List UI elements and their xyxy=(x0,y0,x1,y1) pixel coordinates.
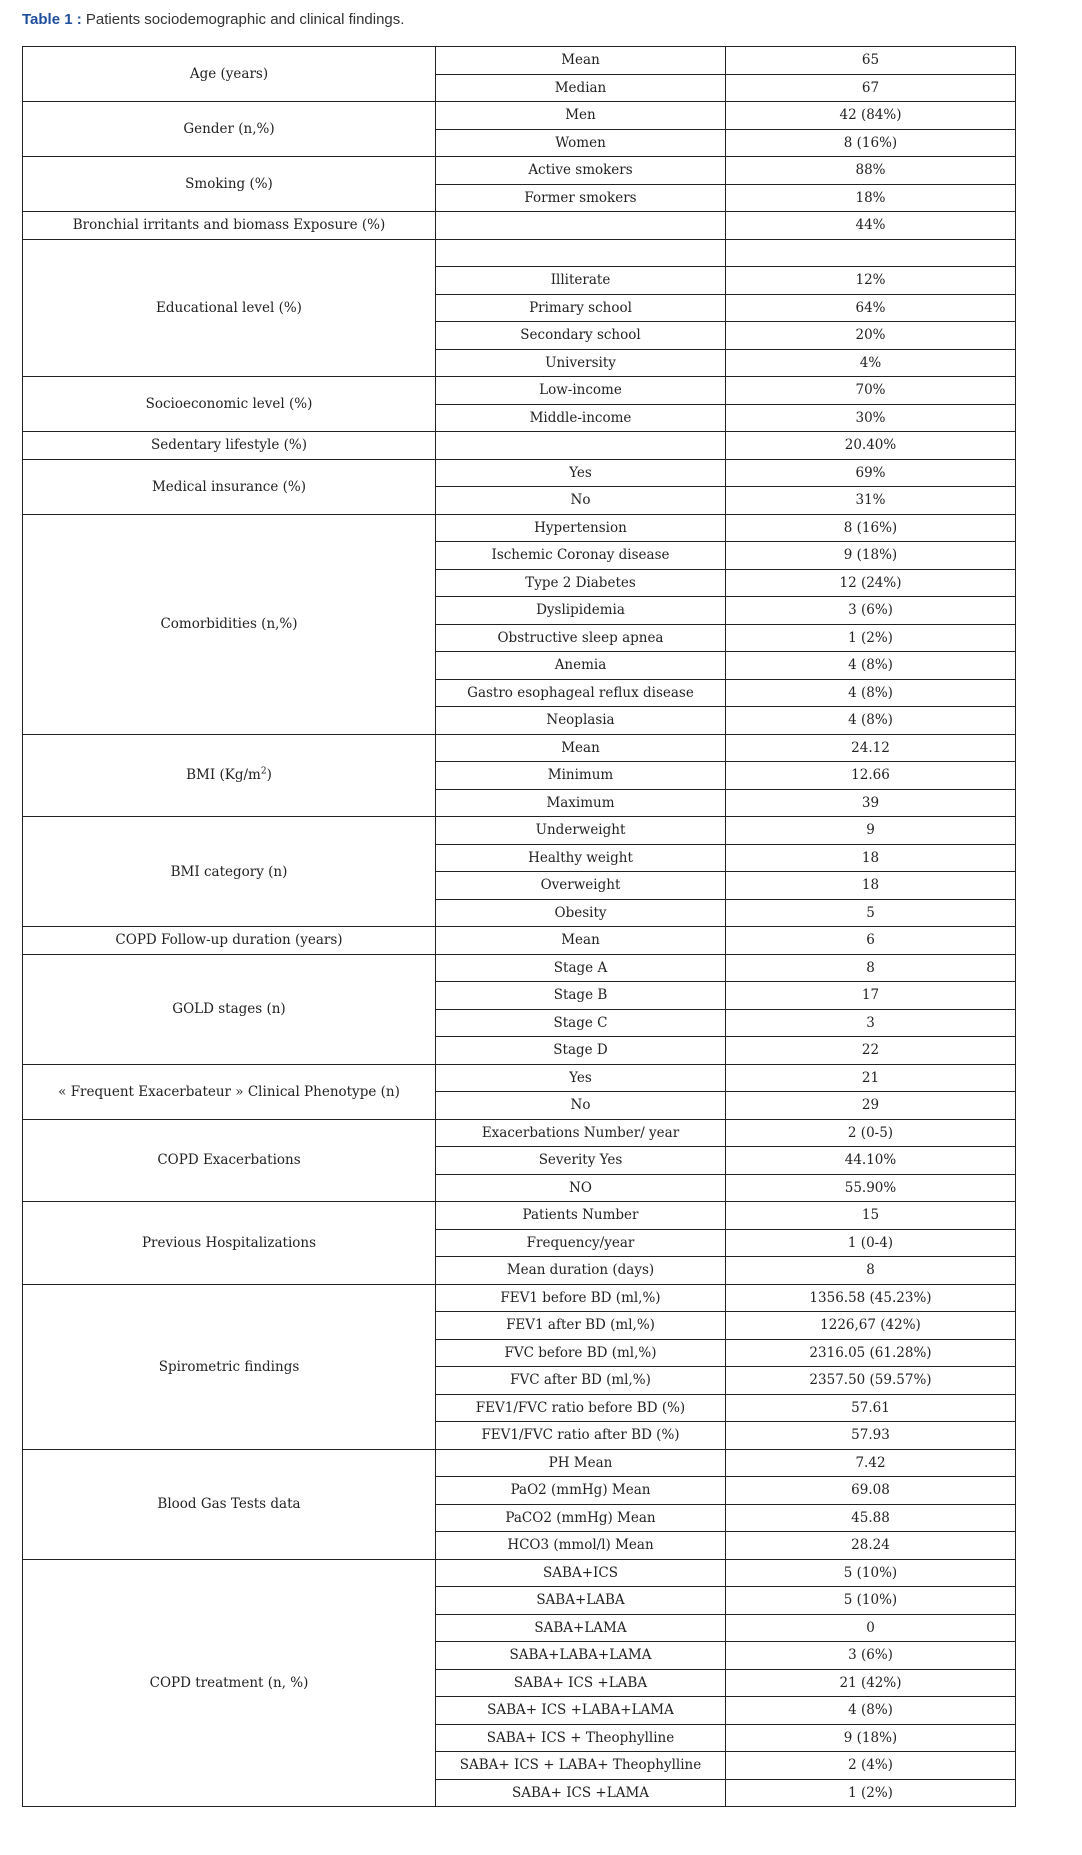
value-cell: 70% xyxy=(726,377,1016,405)
item-cell: Median xyxy=(436,74,726,102)
item-cell: PaO2 (mmHg) Mean xyxy=(436,1477,726,1505)
table-row xyxy=(23,954,1016,982)
table-row xyxy=(23,432,1016,460)
group-label-cell xyxy=(23,212,436,240)
item-cell: Maximum xyxy=(436,789,726,817)
group-label: « Frequent Exacerbateur » Clinical Phenotype (n) xyxy=(58,1083,400,1100)
group-label-cell xyxy=(23,47,436,102)
value-cell: 4 (8%) xyxy=(726,707,1016,735)
value-cell: 88% xyxy=(726,157,1016,185)
item-cell: Stage D xyxy=(436,1037,726,1065)
value-cell: 3 (6%) xyxy=(726,1642,1016,1670)
value-cell: 4 (8%) xyxy=(726,1697,1016,1725)
value-cell: 4% xyxy=(726,349,1016,377)
item-cell: FEV1 after BD (ml,%) xyxy=(436,1312,726,1340)
table-row xyxy=(23,1064,1016,1092)
value-cell: 69.08 xyxy=(726,1477,1016,1505)
item-cell: SABA+ ICS +LABA xyxy=(436,1669,726,1697)
table-row xyxy=(23,157,1016,185)
value-cell: 57.61 xyxy=(726,1394,1016,1422)
item-cell: SABA+ICS xyxy=(436,1559,726,1587)
item-cell: FEV1 before BD (ml,%) xyxy=(436,1284,726,1312)
group-label-cell xyxy=(23,239,436,377)
item-cell xyxy=(436,432,726,460)
group-label-cell xyxy=(23,734,436,817)
table-row xyxy=(23,1284,1016,1312)
item-cell: SABA+ ICS + LABA+ Theophylline xyxy=(436,1752,726,1780)
value-cell: 22 xyxy=(726,1037,1016,1065)
group-label: Spirometric findings xyxy=(158,1358,300,1375)
value-cell: 2 (4%) xyxy=(726,1752,1016,1780)
item-cell: Stage A xyxy=(436,954,726,982)
value-cell: 9 (18%) xyxy=(726,542,1016,570)
item-cell: Patients Number xyxy=(436,1202,726,1230)
value-cell: 31% xyxy=(726,487,1016,515)
table-row xyxy=(23,1202,1016,1230)
item-cell: No xyxy=(436,487,726,515)
item-cell: NO xyxy=(436,1174,726,1202)
item-cell: Hypertension xyxy=(436,514,726,542)
group-label: Educational level (%) xyxy=(156,299,302,316)
value-cell: 55.90% xyxy=(726,1174,1016,1202)
group-label: COPD Exacerbations xyxy=(157,1152,301,1169)
value-cell: 5 (10%) xyxy=(726,1587,1016,1615)
table-row xyxy=(23,377,1016,405)
group-label: Blood Gas Tests data xyxy=(157,1496,301,1512)
value-cell: 9 (18%) xyxy=(726,1724,1016,1752)
table-caption-text: Patients sociodemographic and clinical findings. xyxy=(85,11,405,28)
item-cell: Former smokers xyxy=(436,184,726,212)
table-row xyxy=(23,1559,1016,1587)
item-cell: Mean xyxy=(436,927,726,955)
group-label-cell xyxy=(23,817,436,927)
item-cell: Yes xyxy=(436,459,726,487)
group-label-cell xyxy=(23,459,436,514)
group-label-cell xyxy=(23,102,436,157)
table-row xyxy=(23,212,1016,240)
value-cell xyxy=(726,239,1016,267)
value-cell: 8 xyxy=(726,954,1016,982)
item-cell: Low-income xyxy=(436,377,726,405)
item-cell: Middle-income xyxy=(436,404,726,432)
item-cell: Active smokers xyxy=(436,157,726,185)
value-cell: 44.10% xyxy=(726,1147,1016,1175)
table-caption xyxy=(22,11,404,28)
group-label-cell xyxy=(23,1449,436,1559)
item-cell: Gastro esophageal reflux disease xyxy=(436,679,726,707)
item-cell: SABA+LABA xyxy=(436,1587,726,1615)
table-body xyxy=(23,47,1016,1807)
group-label: Previous Hospitalizations xyxy=(141,1234,317,1251)
item-cell: Frequency/year xyxy=(436,1229,726,1257)
table-row xyxy=(23,102,1016,130)
value-cell: 45.88 xyxy=(726,1504,1016,1532)
value-cell: 2316.05 (61.28%) xyxy=(726,1339,1016,1367)
item-cell: Overweight xyxy=(436,872,726,900)
value-cell: 24.12 xyxy=(726,734,1016,762)
item-cell: University xyxy=(436,349,726,377)
item-cell xyxy=(436,239,726,267)
item-cell: SABA+LABA+LAMA xyxy=(436,1642,726,1670)
table-row xyxy=(23,47,1016,75)
value-cell: 8 xyxy=(726,1257,1016,1285)
item-cell: Ischemic Coronay disease xyxy=(436,542,726,570)
item-cell: Mean xyxy=(436,734,726,762)
value-cell: 8 (16%) xyxy=(726,129,1016,157)
group-label-cell xyxy=(23,432,436,460)
value-cell: 12.66 xyxy=(726,762,1016,790)
item-cell: FVC after BD (ml,%) xyxy=(436,1367,726,1395)
item-cell: Obstructive sleep apnea xyxy=(436,624,726,652)
item-cell: SABA+LAMA xyxy=(436,1614,726,1642)
group-label-cell xyxy=(23,1202,436,1285)
value-cell: 12 (24%) xyxy=(726,569,1016,597)
value-cell: 2357.50 (59.57%) xyxy=(726,1367,1016,1395)
item-cell: Illiterate xyxy=(436,267,726,295)
item-cell: Women xyxy=(436,129,726,157)
group-label-cell xyxy=(23,1559,436,1807)
value-cell: 1 (0-4) xyxy=(726,1229,1016,1257)
value-cell: 21 (42%) xyxy=(726,1669,1016,1697)
value-cell: 1226,67 (42%) xyxy=(726,1312,1016,1340)
group-label-cell xyxy=(23,157,436,212)
group-label: Medical insurance (%) xyxy=(151,478,307,495)
item-cell: Men xyxy=(436,102,726,130)
value-cell: 67 xyxy=(726,74,1016,102)
table-row xyxy=(23,1449,1016,1477)
table-row xyxy=(23,1119,1016,1147)
group-label: BMI category (n) xyxy=(170,863,288,880)
value-cell: 2 (0-5) xyxy=(726,1119,1016,1147)
item-cell: FEV1/FVC ratio after BD (%) xyxy=(436,1422,726,1450)
table-row xyxy=(23,817,1016,845)
item-cell: No xyxy=(436,1092,726,1120)
value-cell: 18 xyxy=(726,872,1016,900)
value-cell: 3 xyxy=(726,1009,1016,1037)
group-label-cell xyxy=(23,1284,436,1449)
group-label-cell xyxy=(23,514,436,734)
value-cell: 20% xyxy=(726,322,1016,350)
item-cell: Mean xyxy=(436,47,726,75)
group-label: Sedentary lifestyle (%) xyxy=(151,437,307,454)
value-cell: 39 xyxy=(726,789,1016,817)
group-label: Gender (n,%) xyxy=(183,121,275,137)
item-cell: Anemia xyxy=(436,652,726,680)
patient-findings-table xyxy=(22,46,1016,1807)
value-cell: 69% xyxy=(726,459,1016,487)
item-cell: SABA+ ICS +LABA+LAMA xyxy=(436,1697,726,1725)
item-cell: Stage B xyxy=(436,982,726,1010)
group-label-cell xyxy=(23,377,436,432)
value-cell: 18 xyxy=(726,844,1016,872)
value-cell: 12% xyxy=(726,267,1016,295)
value-cell: 6 xyxy=(726,927,1016,955)
group-label-superscript: 2 xyxy=(260,766,267,777)
group-label-cell xyxy=(23,927,436,955)
item-cell: FEV1/FVC ratio before BD (%) xyxy=(436,1394,726,1422)
group-label: Bronchial irritants and biomass Exposure (%) xyxy=(72,217,386,234)
item-cell: Neoplasia xyxy=(436,707,726,735)
value-cell: 18% xyxy=(726,184,1016,212)
value-cell: 1356.58 (45.23%) xyxy=(726,1284,1016,1312)
table-row xyxy=(23,927,1016,955)
item-cell xyxy=(436,212,726,240)
table-row xyxy=(23,239,1016,267)
value-cell: 17 xyxy=(726,982,1016,1010)
table-row xyxy=(23,514,1016,542)
item-cell: Mean duration (days) xyxy=(436,1257,726,1285)
item-cell: HCO3 (mmol/l) Mean xyxy=(436,1532,726,1560)
group-label: Comorbidities (n,%) xyxy=(160,616,298,632)
item-cell: Secondary school xyxy=(436,322,726,350)
value-cell: 7.42 xyxy=(726,1449,1016,1477)
value-cell: 4 (8%) xyxy=(726,652,1016,680)
item-cell: SABA+ ICS +LAMA xyxy=(436,1779,726,1807)
item-cell: Type 2 Diabetes xyxy=(436,569,726,597)
value-cell: 64% xyxy=(726,294,1016,322)
group-label-cell xyxy=(23,954,436,1064)
item-cell: Obesity xyxy=(436,899,726,927)
group-label: BMI (Kg/m xyxy=(186,767,261,784)
value-cell: 28.24 xyxy=(726,1532,1016,1560)
item-cell: Stage C xyxy=(436,1009,726,1037)
group-label: Smoking (%) xyxy=(185,176,273,192)
value-cell: 1 (2%) xyxy=(726,624,1016,652)
value-cell: 3 (6%) xyxy=(726,597,1016,625)
item-cell: Severity Yes xyxy=(436,1147,726,1175)
item-cell: PaCO2 (mmHg) Mean xyxy=(436,1504,726,1532)
item-cell: Underweight xyxy=(436,817,726,845)
value-cell: 1 (2%) xyxy=(726,1779,1016,1807)
item-cell: Healthy weight xyxy=(436,844,726,872)
value-cell: 5 (10%) xyxy=(726,1559,1016,1587)
group-label-cell xyxy=(23,1064,436,1119)
value-cell: 21 xyxy=(726,1064,1016,1092)
table-row xyxy=(23,459,1016,487)
item-cell: FVC before BD (ml,%) xyxy=(436,1339,726,1367)
item-cell: Dyslipidemia xyxy=(436,597,726,625)
value-cell: 65 xyxy=(726,47,1016,75)
value-cell: 15 xyxy=(726,1202,1016,1230)
value-cell: 0 xyxy=(726,1614,1016,1642)
value-cell: 20.40% xyxy=(726,432,1016,460)
value-cell: 8 (16%) xyxy=(726,514,1016,542)
value-cell: 42 (84%) xyxy=(726,102,1016,130)
table-row xyxy=(23,734,1016,762)
group-label-tail: ) xyxy=(266,767,272,784)
group-label: Age (years) xyxy=(189,66,269,82)
group-label: GOLD stages (n) xyxy=(172,1001,286,1017)
group-label: COPD treatment (n, %) xyxy=(149,1674,309,1691)
group-label: Socioeconomic level (%) xyxy=(145,396,313,412)
value-cell: 57.93 xyxy=(726,1422,1016,1450)
value-cell: 44% xyxy=(726,212,1016,240)
table-caption-label: Table 1 : xyxy=(22,11,82,28)
group-label-cell xyxy=(23,1119,436,1202)
item-cell: Yes xyxy=(436,1064,726,1092)
item-cell: Exacerbations Number/ year xyxy=(436,1119,726,1147)
value-cell: 4 (8%) xyxy=(726,679,1016,707)
value-cell: 29 xyxy=(726,1092,1016,1120)
value-cell: 30% xyxy=(726,404,1016,432)
value-cell: 5 xyxy=(726,899,1016,927)
item-cell: Minimum xyxy=(436,762,726,790)
item-cell: Primary school xyxy=(436,294,726,322)
group-label: COPD Follow-up duration (years) xyxy=(115,932,343,949)
item-cell: PH Mean xyxy=(436,1449,726,1477)
value-cell: 9 xyxy=(726,817,1016,845)
item-cell: SABA+ ICS + Theophylline xyxy=(436,1724,726,1752)
